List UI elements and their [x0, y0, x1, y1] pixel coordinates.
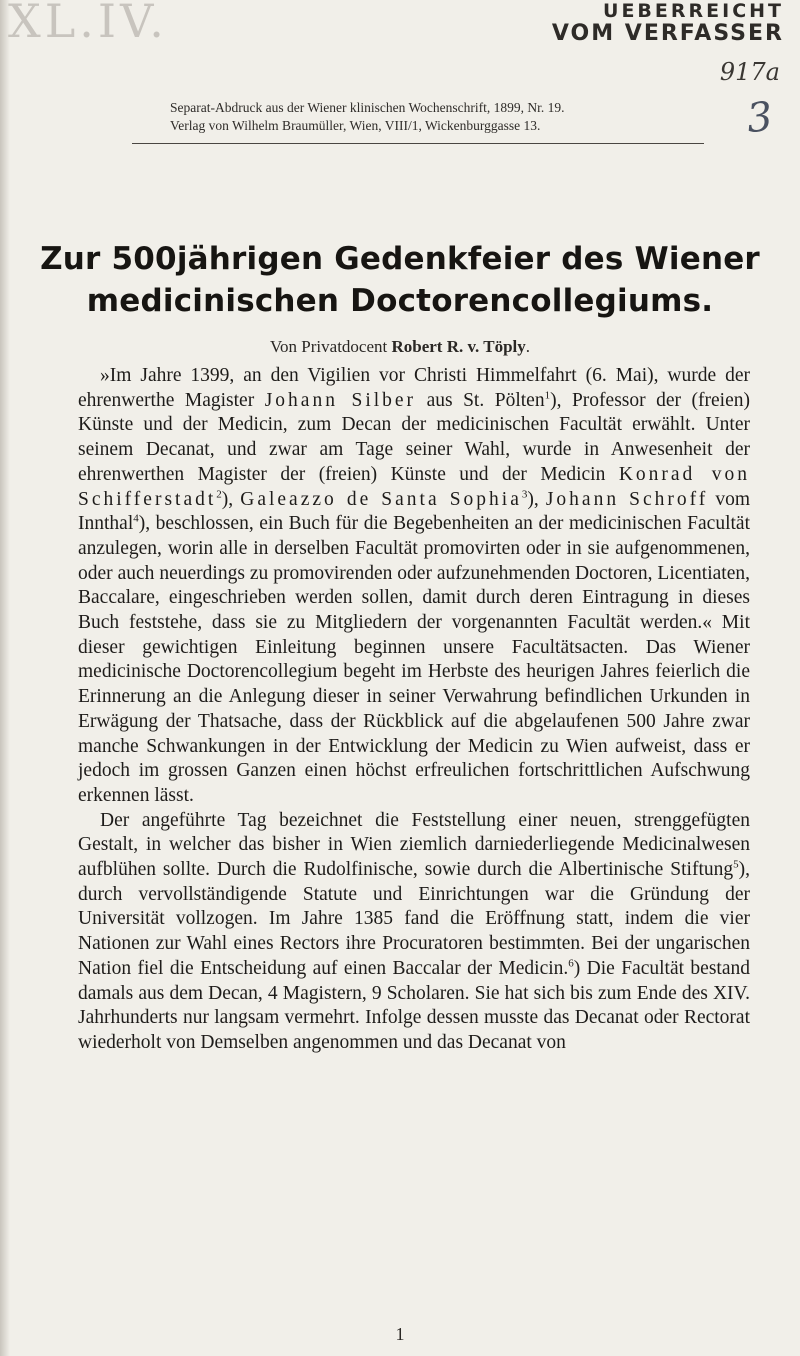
person-name: Johann Schroff	[545, 488, 709, 510]
handwritten-number: 3	[744, 93, 775, 143]
stamp-line-2: VOM VERFASSER	[551, 20, 784, 46]
person-name: Galeazzo de Santa Sophia	[240, 488, 522, 510]
article-body	[78, 364, 750, 1056]
separat-line-1: Separat-Abdruck aus der Wiener klinischen Wochenschrift, 1899, Nr. 19.	[170, 100, 565, 115]
handwritten-mark: XL.IV.	[8, 0, 168, 48]
footnote-ref: 2	[216, 488, 222, 501]
footnote-ref: 3	[521, 488, 528, 501]
article-title: Zur 500jährigen Gedenkfeier des Wiener medicinischen Doctorencollegiums.	[40, 241, 760, 319]
page-binding-shadow	[0, 0, 10, 1356]
person-name: Johann Silber	[264, 389, 417, 411]
separat-abdruck-note	[170, 99, 670, 135]
stamp-line-1: UEBERREICHT	[603, 0, 784, 22]
paragraph-1: »Im Jahre 1399, an den Vigilien vor Christi Himmelfahrt (6. Mai), wurde der ehrenwerthe Magister Johann Silber aus St. Pölten$^1$), Professor der (freien) Künste und der Medicin, zum Decan der medicinischen Facultät erwählt. Unter seinem Decanat, und zwar am Tage seiner Wahl, wurde in Anwesenheit der ehrenwerthen Magister der (freien) Künste und der Medicin Konrad von Schifferstadt$^2$), Galeazzo de Santa Sophia$^3$), Johann Schroff vom Innthal$^4$), beschlossen, ein Buch für die Begebenheiten an der medicinischen Facultät anzulegen, worin alle in derselben Facultät promovirten oder in sie aufgenommenen, oder auch neuerdings zu promovirenden oder aufzunehmenden Doctoren, Licentiaten, Baccalare, eingeschrieben werden sollen, damit durch deren Eintragung in dieses Buch feststehe, dass sie zu Mitgliedern der vorgenannten Facultät werden.« Mit dieser gewichtigen Einleitung beginnen unsere Facultätsacten. Das Wiener medicinische Doctorencollegium begeht im Herbste des heurigen Jahres feierlich die Erinnerung an die Anlegung dieser in seiner Verwahrung befindlichen Urkunden in Erwägung der Thatsache, dass der Rückblick auf die abgelaufenen 500 Jahre zwar manche Schwankungen in der Entwicklung der Medicin zu Wien aufweist, dass er jedoch im grossen Ganzen einen höchst erfreulichen fortschrittlichen Aufschwung erkennen lässt.	[78, 365, 751, 806]
footnote-ref: 5	[733, 858, 739, 871]
paragraph-2: Der angeführte Tag bezeichnet die Feststellung einer neuen, strenggefügten Gestalt, in welcher das bisher in Wien ziemlich darniederliegende Medicinalwesen aufblühen sollte. Durch die Rudolfinische, sowie durch die Albertinische Stiftung$^5$), durch vervollständigende Statute und Einrichtungen war die Gründung der Universität vollzogen. Im Jahre 1385 fand die Eröffnung statt, indem die vier Nationen zur Wahl eines Rectors ihre Procuratoren bestimmten. Bei der ungarischen Nation fiel die Entscheidung auf einen Baccalar der Medicin.$^6$) Die Facultät bestand damals aus dem Decan, 4 Magistern, 9 Scholaren. Sie hat sich bis zum Ende des XIV. Jahrhunderts nur langsam vermehrt. Infolge dessen musste das Decanat oder Rectorat wiederholt von Demselben angenommen und das Decanat von	[78, 809, 750, 1053]
page-number: 1	[395, 1324, 405, 1344]
byline-suffix: .	[525, 337, 531, 356]
separat-line-2: Verlag von Wilhelm Braumüller, Wien, VIII/1, Wickenburggasse 13.	[170, 118, 541, 133]
byline	[40, 337, 760, 357]
footnote-ref: 1	[544, 389, 551, 402]
header-rule	[132, 143, 704, 144]
person-name: Konrad von Schifferstadt	[78, 463, 751, 510]
shelf-mark: 917a	[719, 58, 780, 86]
byline-prefix: Von Privatdocent	[269, 337, 388, 356]
footnote-ref: 4	[133, 512, 139, 525]
byline-author: Robert R. v. Töply	[391, 337, 526, 356]
footnote-ref: 6	[568, 957, 574, 970]
donation-stamp	[484, 2, 784, 45]
